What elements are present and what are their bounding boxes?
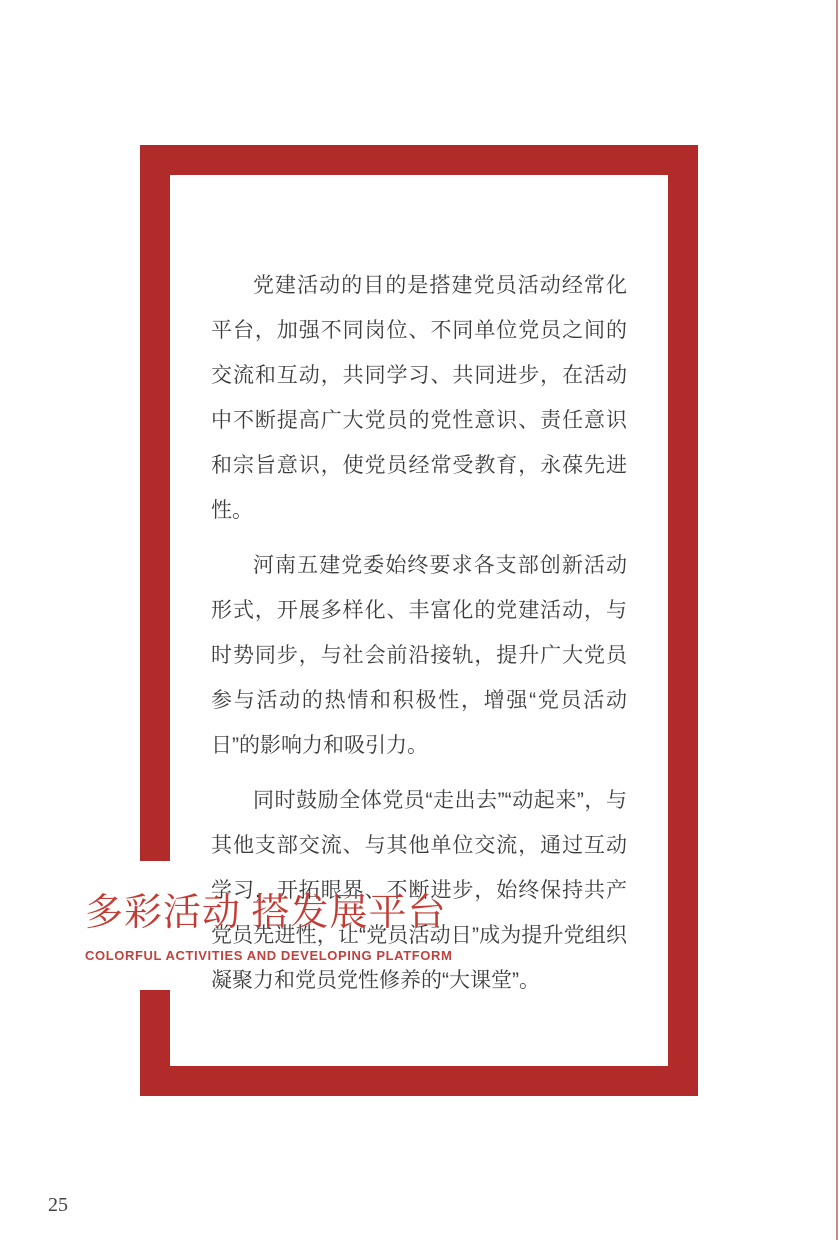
body-paragraph-1: 党建活动的目的是搭建党员活动经常化平台，加强不同岗位、不同单位党员之间的交流和互动，共同学习、共同进步，在活动中不断提高广大党员的党性意识、责任意识和宗旨意识，使党员经常受教育，永葆先进性。 [211,274,627,522]
page-number: 25 [48,1194,68,1216]
section-title-block [85,892,585,963]
body-paragraph-3: 同时鼓励全体党员“走出去”“动起来”，与其他支部交流、与其他单位交流，通过互动学习，开拓眼界、不断进步，始终保持共产党员先进性，让“党员活动日”成为提升党组织凝聚力和党员党性修养的“大课堂”。 [211,789,627,992]
section-title-chinese: 多彩活动 搭发展平台 [85,892,447,934]
section-title-english: COLORFUL ACTIVITIES AND DEVELOPING PLATFORM [85,948,453,963]
page-edge-line [836,0,838,1240]
body-paragraph-2: 河南五建党委始终要求各支部创新活动形式，开展多样化、丰富化的党建活动，与时势同步，与社会前沿接轨，提升广大党员参与活动的热情和积极性，增强“党员活动日”的影响力和吸引力。 [211,554,627,757]
